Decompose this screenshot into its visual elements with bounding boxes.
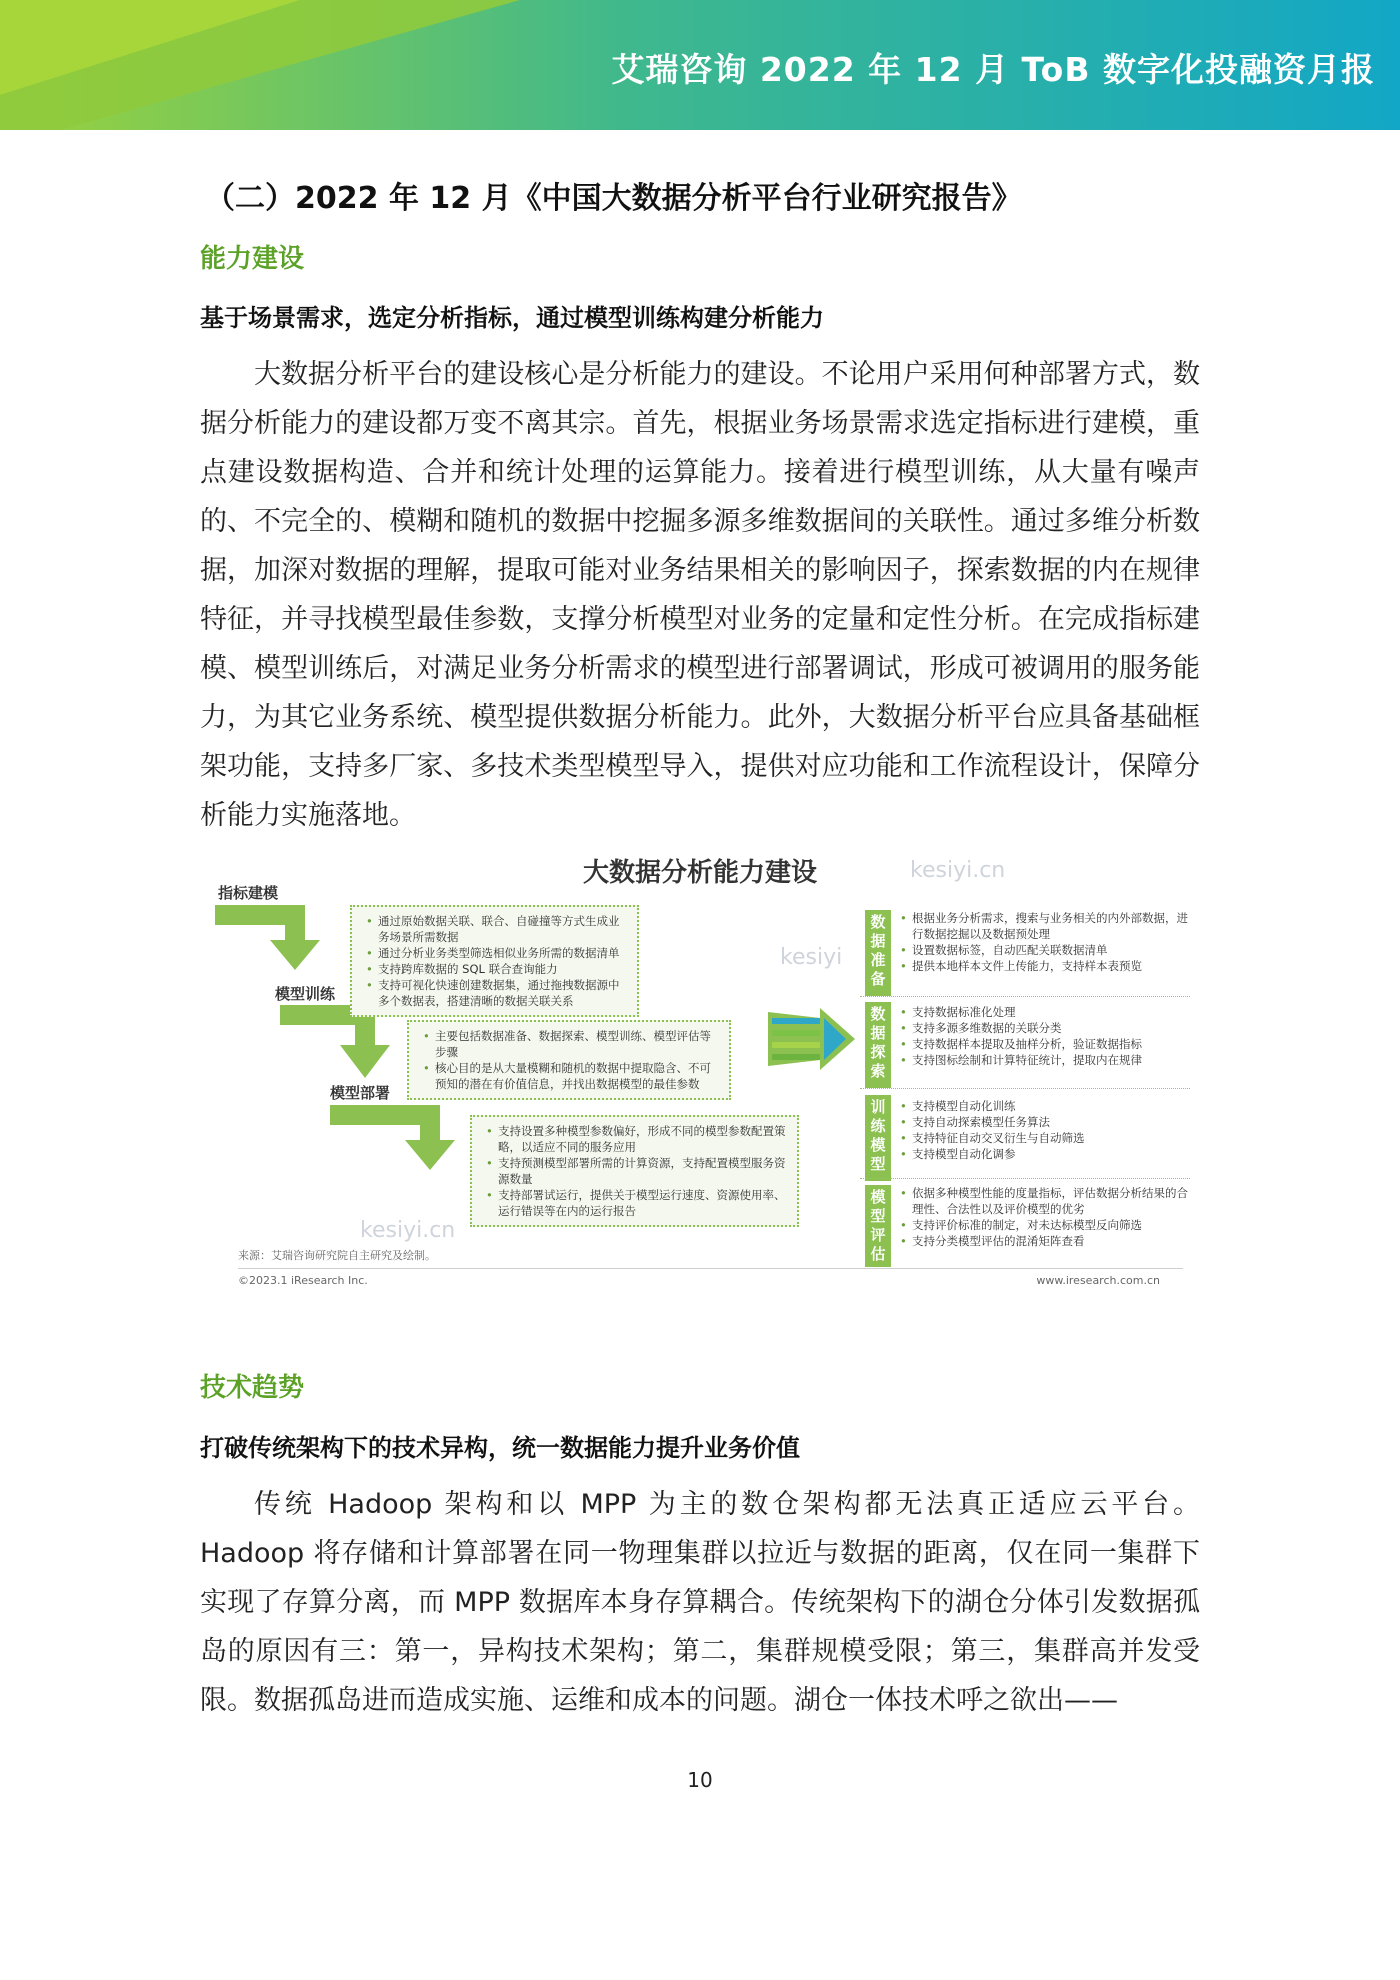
stage-box-indicator-modeling: [350, 905, 639, 1017]
list-item: • 设置数据标签，自动匹配关联数据清单: [900, 942, 1190, 958]
right-group-model-eval: [860, 1185, 1190, 1247]
trend-paragraph-text: 传统 Hadoop 架构和以 MPP 为主的数仓架构都无法真正适应云平台。Hadoop 将存储和计算部署在同一物理集群以拉近与数据的距离，仅在同一集群下实现了存算分离，而 MPP 数据库本身存算耦合。传统架构下的湖仓分体引发数据孤岛的原因有三：第一，异构技术架构；第二，集群规模受限；第三，集群高并发受限。数据孤岛进而造成实施、运维和成本的问题。湖仓一体技术呼之欲出——: [200, 1489, 1200, 1716]
trend-paragraph: [200, 1480, 1200, 1725]
list-item: • 提供本地样本文件上传能力，支持样本表预览: [900, 958, 1190, 974]
capability-paragraph-text: 大数据分析平台的建设核心是分析能力的建设。不论用户采用何种部署方式，数据分析能力的建设都万变不离其宗。首先，根据业务场景需求选定指标进行建模，重点建设数据构造、合并和统计处理的运算能力。接着进行模型训练，从大量有噪声的、不完全的、模糊和随机的数据中挖掘多源多维数据间的关联性。通过多维分析数据，加深对数据的理解，提取可能对业务结果相关的影响因子，探索数据的内在规律特征，并寻找模型最佳参数，支撑分析模型对业务的定量和定性分析。在完成指标建模、模型训练后，对满足业务分析需求的模型进行部署调试，形成可被调用的服务能力，为其它业务系统、模型提供数据分析能力。此外，大数据分析平台应具备基础框架功能，支持多厂家、多技术类型模型导入，提供对应功能和工作流程设计，保障分析能力实施落地。: [200, 359, 1200, 831]
list-item: • 依据多种模型性能的度量指标，评估数据分析结果的合理性、合法性以及评价模型的优劣: [900, 1185, 1190, 1217]
watermark-text: kesiyi: [780, 945, 843, 970]
list-item: • 支持数据样本提取及抽样分析，验证数据指标: [900, 1036, 1190, 1052]
list-item: • 支持可视化快速创建数据集，通过拖拽数据源中多个数据表，搭建清晰的数据关联关系: [366, 977, 629, 1009]
stage-arrow-icon: [330, 1105, 455, 1170]
trend-lead: 打破传统架构下的技术异构，统一数据能力提升业务价值: [200, 1434, 800, 1462]
capability-figure: [210, 840, 1188, 1295]
capability-paragraph: [200, 350, 1200, 840]
trend-heading: 技术趋势: [200, 1373, 305, 1403]
list-item: • 根据业务分析需求，搜索与业务相关的内外部数据，进行数据挖掘以及数据预处理: [900, 910, 1190, 942]
convergence-arrow-icon: [768, 1008, 855, 1070]
right-group-model-train: [860, 1098, 1190, 1179]
capability-heading: 能力建设: [200, 244, 305, 274]
watermark-text: kesiyi.cn: [910, 858, 1006, 883]
right-group-tag: 模型评估: [865, 1185, 891, 1267]
list-item: • 支持图标绘制和计算特征统计，提取内在规律: [900, 1052, 1190, 1068]
list-item: • 支持模型自动化调参: [900, 1146, 1190, 1162]
right-group-tag: 数据探索: [865, 1002, 891, 1088]
list-item: • 支持部署试运行，提供关于模型运行速度、资源使用率、运行错误等在内的运行报告: [486, 1187, 789, 1219]
right-group-data-prep: [860, 910, 1190, 997]
figure-website: www.iresearch.com.cn: [1036, 1274, 1160, 1287]
list-item: • 支持特征自动交叉衍生与自动筛选: [900, 1130, 1190, 1146]
list-item: • 支持模型自动化训练: [900, 1098, 1190, 1114]
stage-box-model-training: [407, 1020, 731, 1100]
list-item: • 支持跨库数据的 SQL 联合查询能力: [366, 961, 629, 977]
list-item: • 通过分析业务类型筛选相似业务所需的数据清单: [366, 945, 629, 961]
list-item: • 支持自动探索模型任务算法: [900, 1114, 1190, 1130]
list-item: • 支持多源多维数据的关联分类: [900, 1020, 1190, 1036]
figure-title: 大数据分析能力建设: [582, 858, 817, 888]
list-item: • 核心目的是从大量模糊和随机的数据中提取隐含、不可预知的潜在有价值信息，并找出数据模型的最佳参数: [423, 1060, 721, 1092]
list-item: • 支持分类模型评估的混淆矩阵查看: [900, 1233, 1190, 1249]
stage-arrow-icon: [215, 905, 320, 970]
list-item: • 支持评价标准的制定，对未达标模型反向筛选: [900, 1217, 1190, 1233]
list-item: • 支持数据标准化处理: [900, 1004, 1190, 1020]
page-number: 10: [687, 1768, 713, 1792]
right-group-tag: 数据准备: [865, 910, 891, 996]
stage-label: 模型训练: [275, 985, 336, 1003]
right-group-tag: 训练模型: [865, 1095, 891, 1181]
header-band: [0, 0, 1400, 130]
right-group-data-explore: [860, 1004, 1190, 1089]
list-item: • 支持预测模型部署所需的计算资源，支持配置模型服务资源数量: [486, 1155, 789, 1187]
figure-divider: [238, 1268, 1183, 1269]
stage-box-model-deployment: [470, 1115, 799, 1227]
capability-lead: 基于场景需求，选定分析指标，通过模型训练构建分析能力: [200, 304, 824, 332]
report-header-title: 艾瑞咨询 2022 年 12 月 ToB 数字化投融资月报: [611, 50, 1375, 89]
list-item: • 主要包括数据准备、数据探索、模型训练、模型评估等步骤: [423, 1028, 721, 1060]
figure-copyright: ©2023.1 iResearch Inc.: [238, 1274, 368, 1287]
figure-source: 来源：艾瑞咨询研究院自主研究及绘制。: [238, 1249, 436, 1262]
stage-label: 指标建模: [218, 884, 279, 902]
list-item: • 通过原始数据关联、联合、自碰撞等方式生成业务场景所需数据: [366, 913, 629, 945]
section-title: （二）2022 年 12 月《中国大数据分析平台行业研究报告》: [205, 181, 1022, 216]
list-item: • 支持设置多种模型参数偏好，形成不同的模型参数配置策略，以适应不同的服务应用: [486, 1123, 789, 1155]
stage-label: 模型部署: [330, 1084, 391, 1102]
watermark-text: kesiyi.cn: [360, 1218, 456, 1243]
